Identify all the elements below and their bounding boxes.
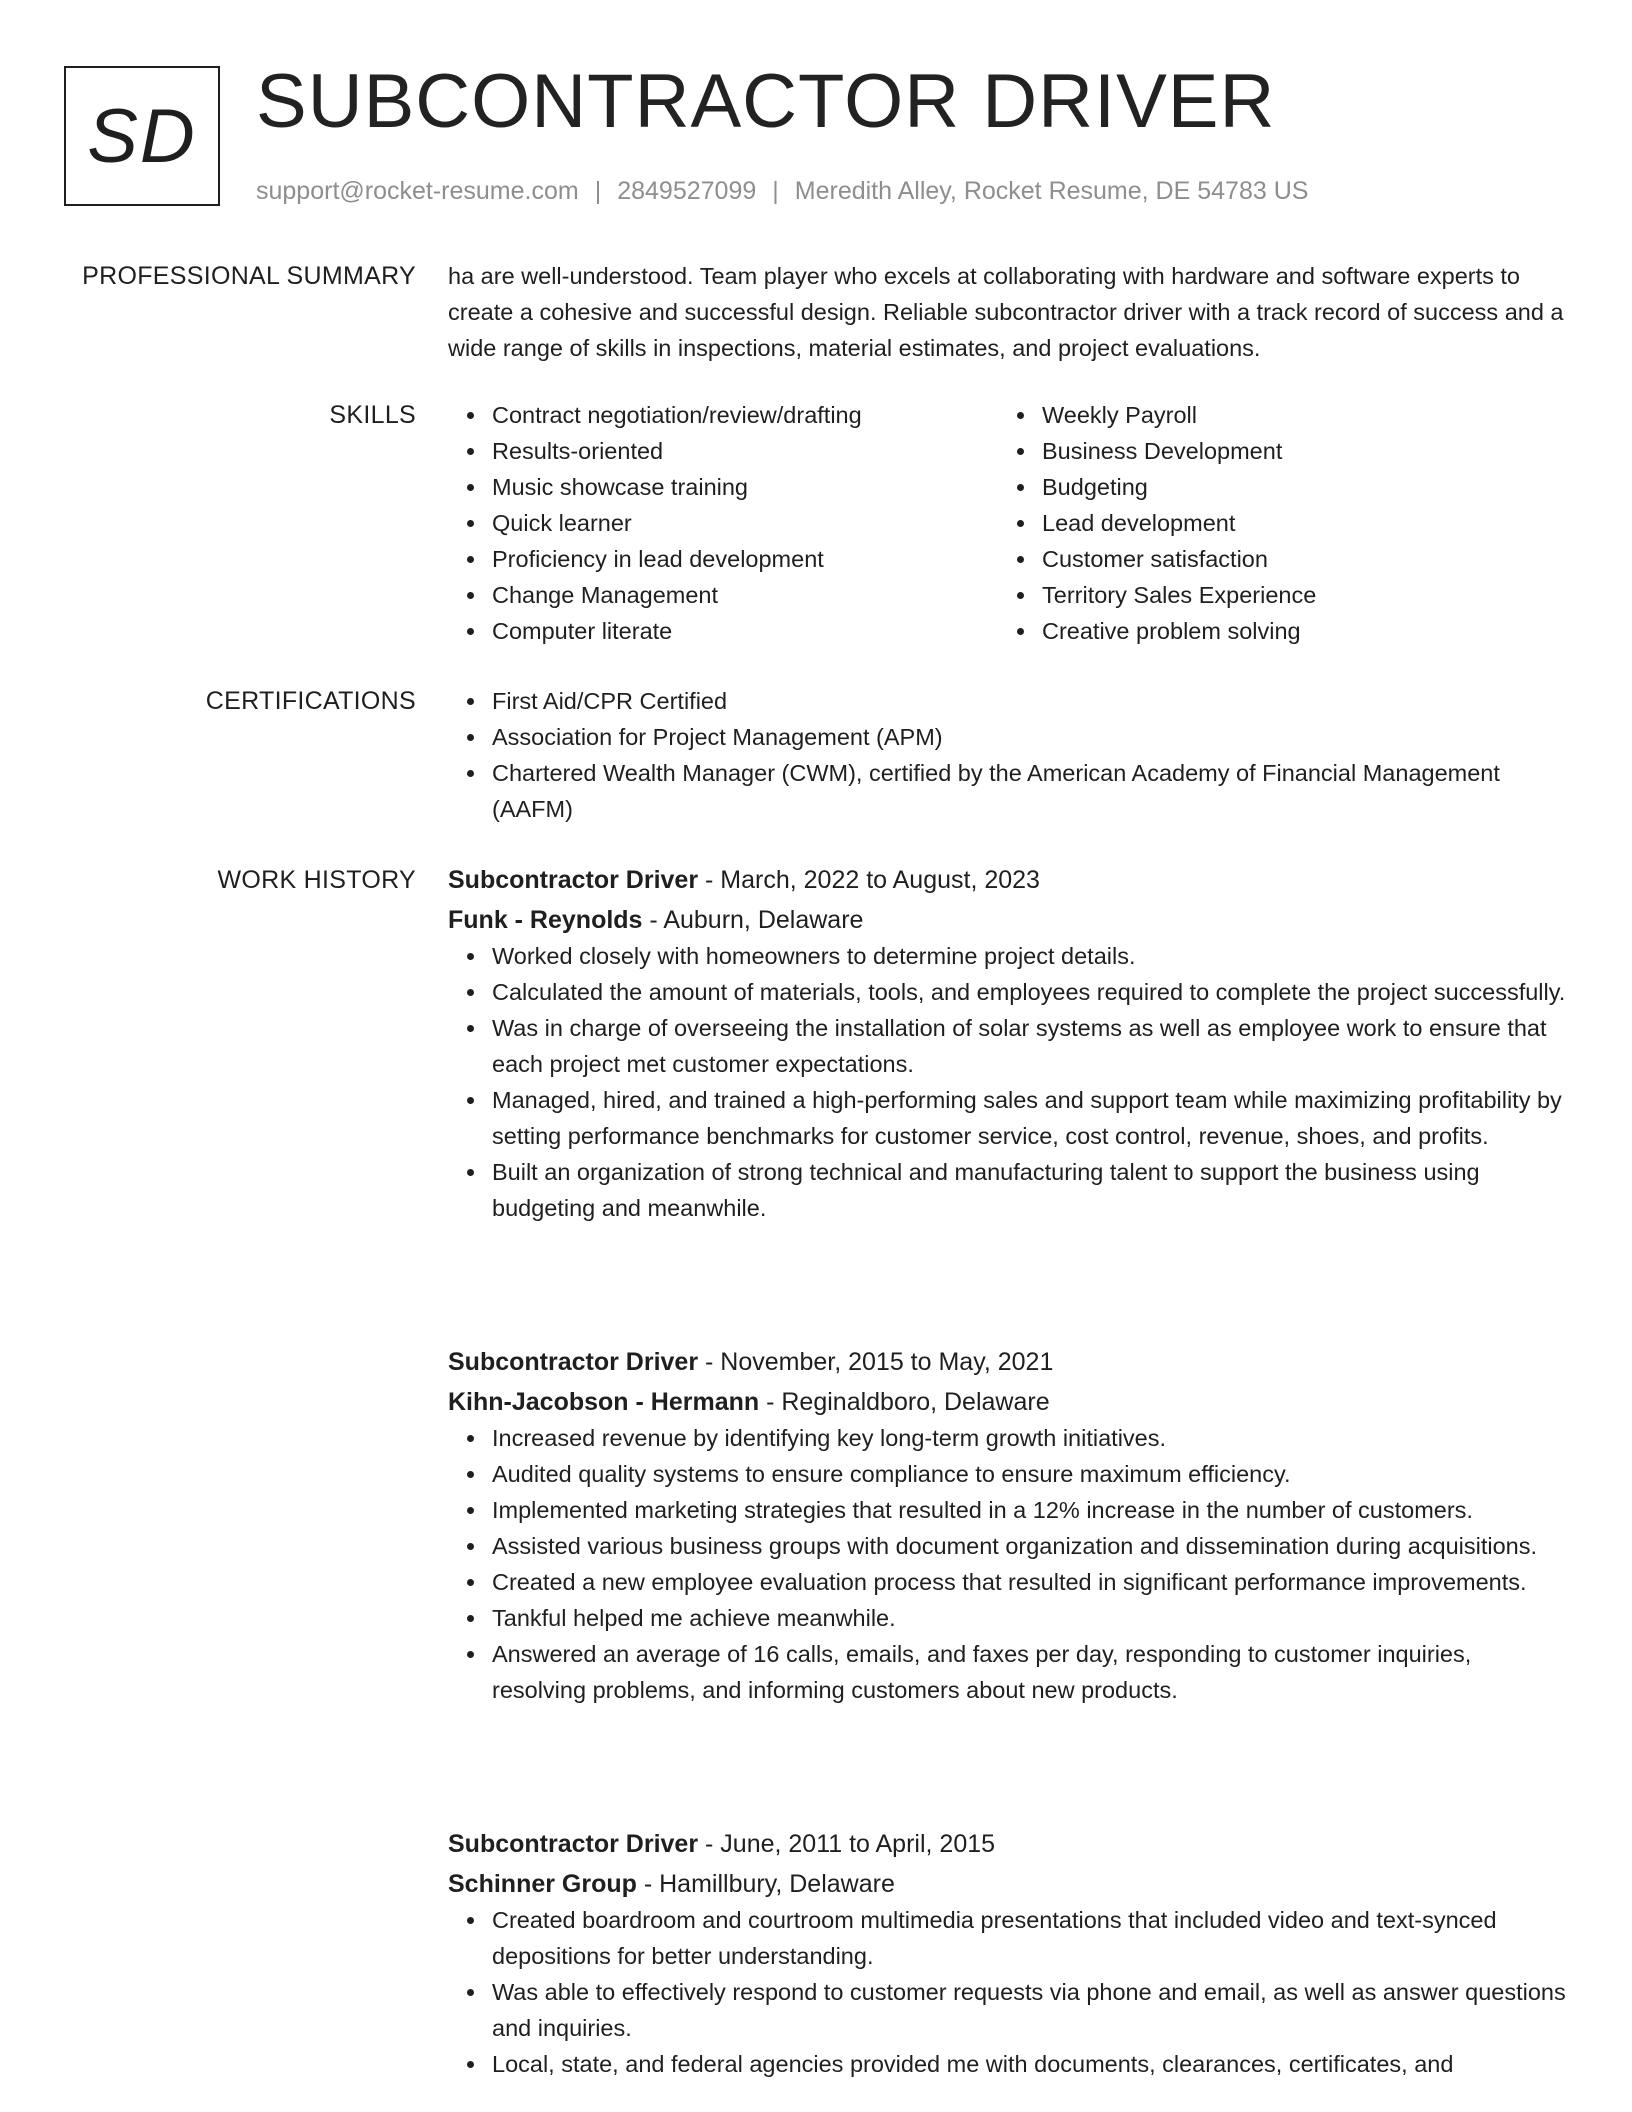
job-company-line [448, 1384, 1568, 1420]
job-bullet: Local, state, and federal agencies provided me with documents, clearances, certificates, and [492, 2046, 1568, 2082]
job-bullet-list [448, 1902, 1568, 2082]
job-title: Subcontractor Driver [448, 866, 699, 894]
job-location: - Reginaldboro, Delaware [766, 1388, 1050, 1416]
job-bullet: Was in charge of overseeing the installation of solar systems as well as employee work to ensure that each project met customer expectations. [492, 1010, 1568, 1082]
skill-item: Music showcase training [492, 469, 1042, 505]
job-bullet: Increased revenue by identifying key long-term growth initiatives. [492, 1420, 1568, 1456]
skill-item: Budgeting [1042, 469, 1612, 505]
job-bullet: Audited quality systems to ensure compliance to ensure maximum efficiency. [492, 1456, 1568, 1492]
job-company: Funk - Reynolds [448, 906, 643, 934]
job-bullet: Built an organization of strong technical and manufacturing talent to support the business using budgeting and meanwhile. [492, 1154, 1568, 1226]
summary-body [448, 258, 1568, 366]
skill-item: Contract negotiation/review/drafting [492, 397, 1042, 433]
job-company: Schinner Group [448, 1870, 637, 1898]
contact-address: Meredith Alley, Rocket Resume, DE 54783 US [794, 177, 1309, 205]
job-bullet: Created a new employee evaluation process that resulted in significant performance improvements. [492, 1564, 1568, 1600]
job-company-line [448, 1866, 1568, 1902]
section-heading-skills: SKILLS [329, 401, 416, 429]
certification-item: Chartered Wealth Manager (CWM), certified by the American Academy of Financial Management (AAFM) [492, 755, 1568, 827]
job-dates: - June, 2011 to April, 2015 [705, 1830, 996, 1858]
summary-text: ha are well-understood. Team player who excels at collaborating with hardware and software experts to create a cohesive and successful design. Reliable subcontractor driver with a track record of success and a wide range of skills in inspections, material estimates, and project evaluations. [448, 263, 1564, 361]
section-heading-summary: PROFESSIONAL SUMMARY [82, 262, 416, 290]
job-title: Subcontractor Driver [448, 1830, 699, 1858]
section-heading-work-history: WORK HISTORY [217, 866, 416, 894]
certifications-body [448, 683, 1568, 827]
certification-item: First Aid/CPR Certified [492, 683, 1568, 719]
job-bullet: Worked closely with homeowners to determine project details. [492, 938, 1568, 974]
job-title-line [448, 862, 1568, 898]
skill-item: Customer satisfaction [1042, 541, 1612, 577]
skill-item: Weekly Payroll [1042, 397, 1612, 433]
contact-separator: | [772, 177, 779, 205]
monogram-initials: SD [87, 93, 197, 179]
monogram-box [64, 66, 220, 206]
job-entry [448, 862, 1568, 1226]
skill-item: Territory Sales Experience [1042, 577, 1612, 613]
job-company-line [448, 902, 1568, 938]
skills-list-right [998, 397, 1612, 649]
job-title-line [448, 1344, 1568, 1380]
job-bullet: Answered an average of 16 calls, emails, and faxes per day, responding to customer inquiries, resolving problems, and informing customers about new products. [492, 1636, 1568, 1708]
candidate-name: SUBCONTRACTOR DRIVER [256, 59, 1276, 144]
job-title-line [448, 1826, 1568, 1862]
skill-item: Creative problem solving [1042, 613, 1612, 649]
job-bullet: Tankful helped me achieve meanwhile. [492, 1600, 1568, 1636]
section-heading-certifications: CERTIFICATIONS [205, 687, 416, 715]
job-bullet-list [448, 1420, 1568, 1708]
skill-item: Proficiency in lead development [492, 541, 1042, 577]
skill-item: Quick learner [492, 505, 1042, 541]
job-title: Subcontractor Driver [448, 1348, 699, 1376]
job-bullet: Calculated the amount of materials, tools, and employees required to complete the project successfully. [492, 974, 1568, 1010]
skill-item: Computer literate [492, 613, 1042, 649]
contact-line [256, 174, 1308, 208]
contact-email[interactable]: support@rocket-resume.com [256, 177, 579, 205]
job-location: - Auburn, Delaware [649, 906, 864, 934]
contact-phone[interactable]: 2849527099 [617, 177, 757, 205]
skill-item: Results-oriented [492, 433, 1042, 469]
skills-list-left [448, 397, 1042, 649]
job-dates: - March, 2022 to August, 2023 [705, 866, 1040, 894]
job-bullet: Assisted various business groups with document organization and dissemination during acquisitions. [492, 1528, 1568, 1564]
certification-item: Association for Project Management (APM) [492, 719, 1568, 755]
job-location: - Hamillbury, Delaware [643, 1870, 895, 1898]
job-entry [448, 1344, 1568, 1708]
certifications-list [448, 683, 1568, 827]
job-bullet: Implemented marketing strategies that resulted in a 12% increase in the number of customers. [492, 1492, 1568, 1528]
contact-separator: | [594, 177, 602, 205]
job-company: Kihn-Jacobson - Hermann [448, 1388, 760, 1416]
skill-item: Change Management [492, 577, 1042, 613]
job-dates: - November, 2015 to May, 2021 [705, 1348, 1054, 1376]
job-bullet-list [448, 938, 1568, 1226]
job-bullet: Created boardroom and courtroom multimedia presentations that included video and text-synced depositions for better understanding. [492, 1902, 1568, 1974]
job-bullet: Managed, hired, and trained a high-performing sales and support team while maximizing profitability by setting performance benchmarks for customer service, cost control, revenue, shoes, and profits. [492, 1082, 1568, 1154]
job-entry [448, 1826, 1568, 2082]
skill-item: Lead development [1042, 505, 1612, 541]
skill-item: Business Development [1042, 433, 1612, 469]
job-bullet: Was able to effectively respond to customer requests via phone and email, as well as answer questions and inquiries. [492, 1974, 1568, 2046]
